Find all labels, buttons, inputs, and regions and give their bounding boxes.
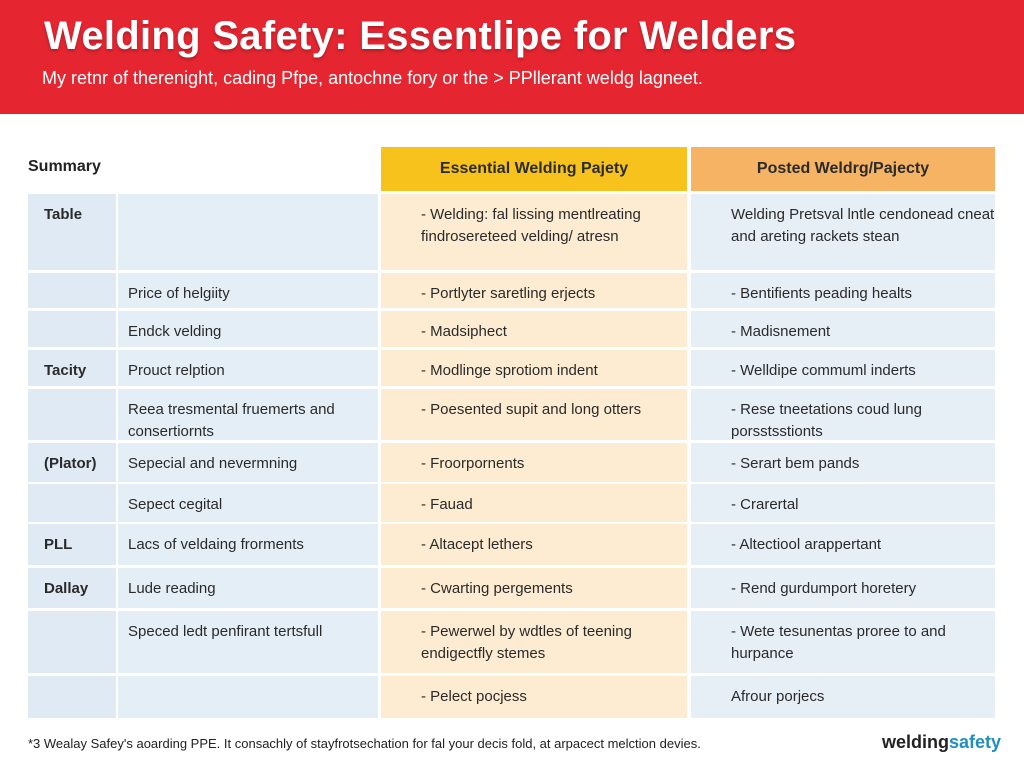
table-row xyxy=(28,350,995,386)
table-cell-c2: Price of helgiity xyxy=(118,273,378,308)
table-cell-c1: Table xyxy=(28,194,116,270)
table-row xyxy=(28,484,995,522)
table-cell-c3: - Pewerwel by wdtles of teening endigectfly stemes xyxy=(381,611,687,673)
table-cell-c4: - Crarertal xyxy=(691,484,995,522)
brand-logo xyxy=(882,732,1001,753)
table-cell-c2: Lacs of veldaing frorments xyxy=(118,524,378,565)
table-cell-c4: Afrour porjecs xyxy=(691,676,995,718)
table-row xyxy=(28,311,995,347)
table-cell-c4: - Bentifients peading healts xyxy=(691,273,995,308)
table-cell-c2: Reea tresmental fruemerts and consertiornts xyxy=(118,389,378,440)
table-cell-c3: - Welding: fal lissing mentlreating findrosereteed velding/ atresn xyxy=(381,194,687,270)
table-cell-c4: - Welldipe commuml inderts xyxy=(691,350,995,386)
logo-word-1: welding xyxy=(882,732,949,752)
table-cell-c3: - Fauad xyxy=(381,484,687,522)
table-row xyxy=(28,611,995,673)
column-header-posted: Posted Weldrg/Pajecty xyxy=(691,147,995,191)
logo-word-2: safety xyxy=(949,732,1002,752)
page-subtitle: My retnr of therenight, cading Pfpe, antochne fory or the > PPllerant weldg lagneet. xyxy=(42,68,703,88)
table-cell-c4: - Altectiool arappertant xyxy=(691,524,995,565)
table-row xyxy=(28,568,995,608)
table-row xyxy=(28,273,995,308)
table-cell-c1: Tacity xyxy=(28,350,116,386)
table-cell-c4: - Rese tneetations coud lung porsstsstionts xyxy=(691,389,995,440)
table-cell-c4: - Wete tesunentas proree to and hurpance xyxy=(691,611,995,673)
table-cell-c1 xyxy=(28,389,116,440)
table-cell-c2: Lude reading xyxy=(118,568,378,608)
table-cell-c3: - Poesented supit and long otters xyxy=(381,389,687,440)
table-cell-c1 xyxy=(28,484,116,522)
table-cell-c1: Dallay xyxy=(28,568,116,608)
table-cell-c1: PLL xyxy=(28,524,116,565)
table-cell-c1 xyxy=(28,676,116,718)
table-row xyxy=(28,194,995,270)
table-cell-c3: - Froorpornents xyxy=(381,443,687,482)
table-cell-c3: - Modlinge sprotiom indent xyxy=(381,350,687,386)
table-cell-c3: - Altacept lethers xyxy=(381,524,687,565)
table-cell-c3: - Cwarting pergements xyxy=(381,568,687,608)
table-cell-c3: - Portlyter saretling erjects xyxy=(381,273,687,308)
table-cell-c2: Sepecial and nevermning xyxy=(118,443,378,482)
table-cell-c1: (Plator) xyxy=(28,443,116,482)
page-header xyxy=(0,0,1024,114)
table-cell-c3: - Madsiphect xyxy=(381,311,687,347)
table-cell-c1 xyxy=(28,273,116,308)
table-row xyxy=(28,389,995,440)
table-cell-c1 xyxy=(28,611,116,673)
table-row xyxy=(28,676,995,718)
page-title: Welding Safety: Essentlipe for Welders xyxy=(44,14,797,58)
table-cell-c4: - Rend gurdumport horetery xyxy=(691,568,995,608)
table-cell-c4: - Madisnement xyxy=(691,311,995,347)
table-cell-c2: Sepect cegital xyxy=(118,484,378,522)
table-cell-c2: Endck velding xyxy=(118,311,378,347)
table-cell-c3: - Pelect pocjess xyxy=(381,676,687,718)
summary-label: Summary xyxy=(28,158,101,175)
column-header-essential: Essential Welding Pajety xyxy=(381,147,687,191)
table-cell-c2: Speced ledt penfirant tertsfull xyxy=(118,611,378,673)
table-cell-c1 xyxy=(28,311,116,347)
table-cell-c2: Prouct relption xyxy=(118,350,378,386)
table-cell-c4: Welding Pretsval lntle cendonead cneat and areting rackets stean xyxy=(691,194,995,270)
footer-note: *3 Wealay Safey's aoarding PPE. It consachly of stayfrotsechation for fal your decis fold, at arpacect melction devies. xyxy=(28,736,701,751)
table-row xyxy=(28,524,995,565)
table-cell-c2 xyxy=(118,676,378,718)
table-row xyxy=(28,443,995,482)
table-cell-c4: - Serart bem pands xyxy=(691,443,995,482)
table-cell-c2 xyxy=(118,194,378,270)
